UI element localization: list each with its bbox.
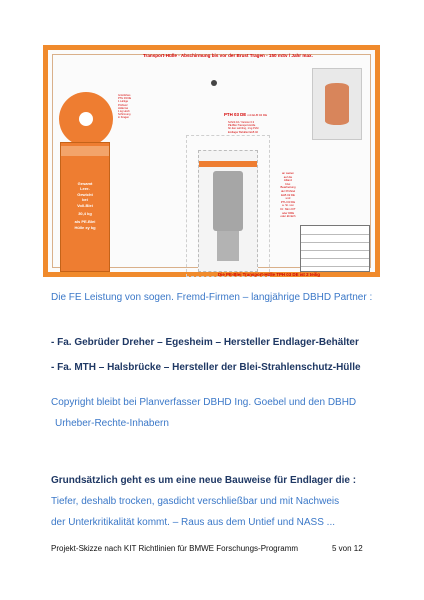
partner-mth: - Fa. MTH – Halsbrücke – Hersteller der Blei-Strahlenschutz-Hülle [51,362,361,373]
container-foot [217,231,239,261]
side-view-vessel [60,142,110,272]
top-view-hole [79,112,93,126]
heading-bauweise: Grundsätzlich geht es um eine neue Bauweise für Endlager die : [51,475,357,486]
footer-text: Projekt-Skizze nach KIT Richtlinien für BMWE Forschungs-Programm [51,544,299,553]
3d-cylinder [325,83,349,125]
drawing-title: Transport-Hülle - Abschirmung bis vor der Brust Tragen - 150 mSv / Jahr max. [143,53,313,58]
top-view-circle [59,92,113,146]
partner-dreher: - Fa. Gebrüder Dreher – Egesheim – Hersteller Endlager-Behälter [51,337,359,348]
copyright-line-2: Urheber-Rechte-Inhabern [55,418,169,429]
handle-knob [211,80,217,86]
technical-drawing [43,45,380,277]
inner-container [213,171,243,231]
vessel-lid-band [61,146,109,156]
part-title: PTH 03 DE mit ELB 02 DE [224,112,268,117]
bottom-label: Die PE-Blei Transport-Hülle TPH 03 DE ist 2 teilig [218,272,320,277]
page-number: 5 von 12 [332,544,363,553]
bauweise-line-1: Tiefer, deshalb trocken, gasdicht verschließbar und mit Nachweis [51,496,340,507]
side-note: an weiten auf die Allianz bzw. Bearbeitung der Prüfstel ELB 02 DE und PTH 03 DE a. St. von Dr. Nkm KIT oder DRE oder ähnlich [280,171,296,219]
cross-section [198,150,258,272]
copyright-line-1: Copyright bleibt bei Planverfasser DBHD Ing. Goebel und den DBHD [51,397,357,408]
spec-notes: Schritt 16 / Version 0.3 PE-Blei-Transport-Hülle für den Lehrling, 1 kg PLM Endlager Behälter ELB 02 [228,121,259,134]
title-block [300,225,370,272]
cross-section-band [199,161,257,167]
paragraph-partners: Die FE Leistung von sogen. Fremd-Firmen – langjährige DBHD Partner : [51,292,373,303]
3d-render [312,68,362,140]
left-notes: Grünliches PTH 03 DE 1 Lärtige Prüfnetz Hülle bei 1 kg Hoch Schirmung in Kragen [118,94,132,120]
vessel-weight-text: Gesamt Leer- Gewicht bei Voll-Blei 30,4 kg als PE-Blei Hülle xy kg [74,181,96,230]
bauweise-line-2: der Unterkritikalität kommt. – Raus aus dem Untief und NASS ... [51,517,335,528]
